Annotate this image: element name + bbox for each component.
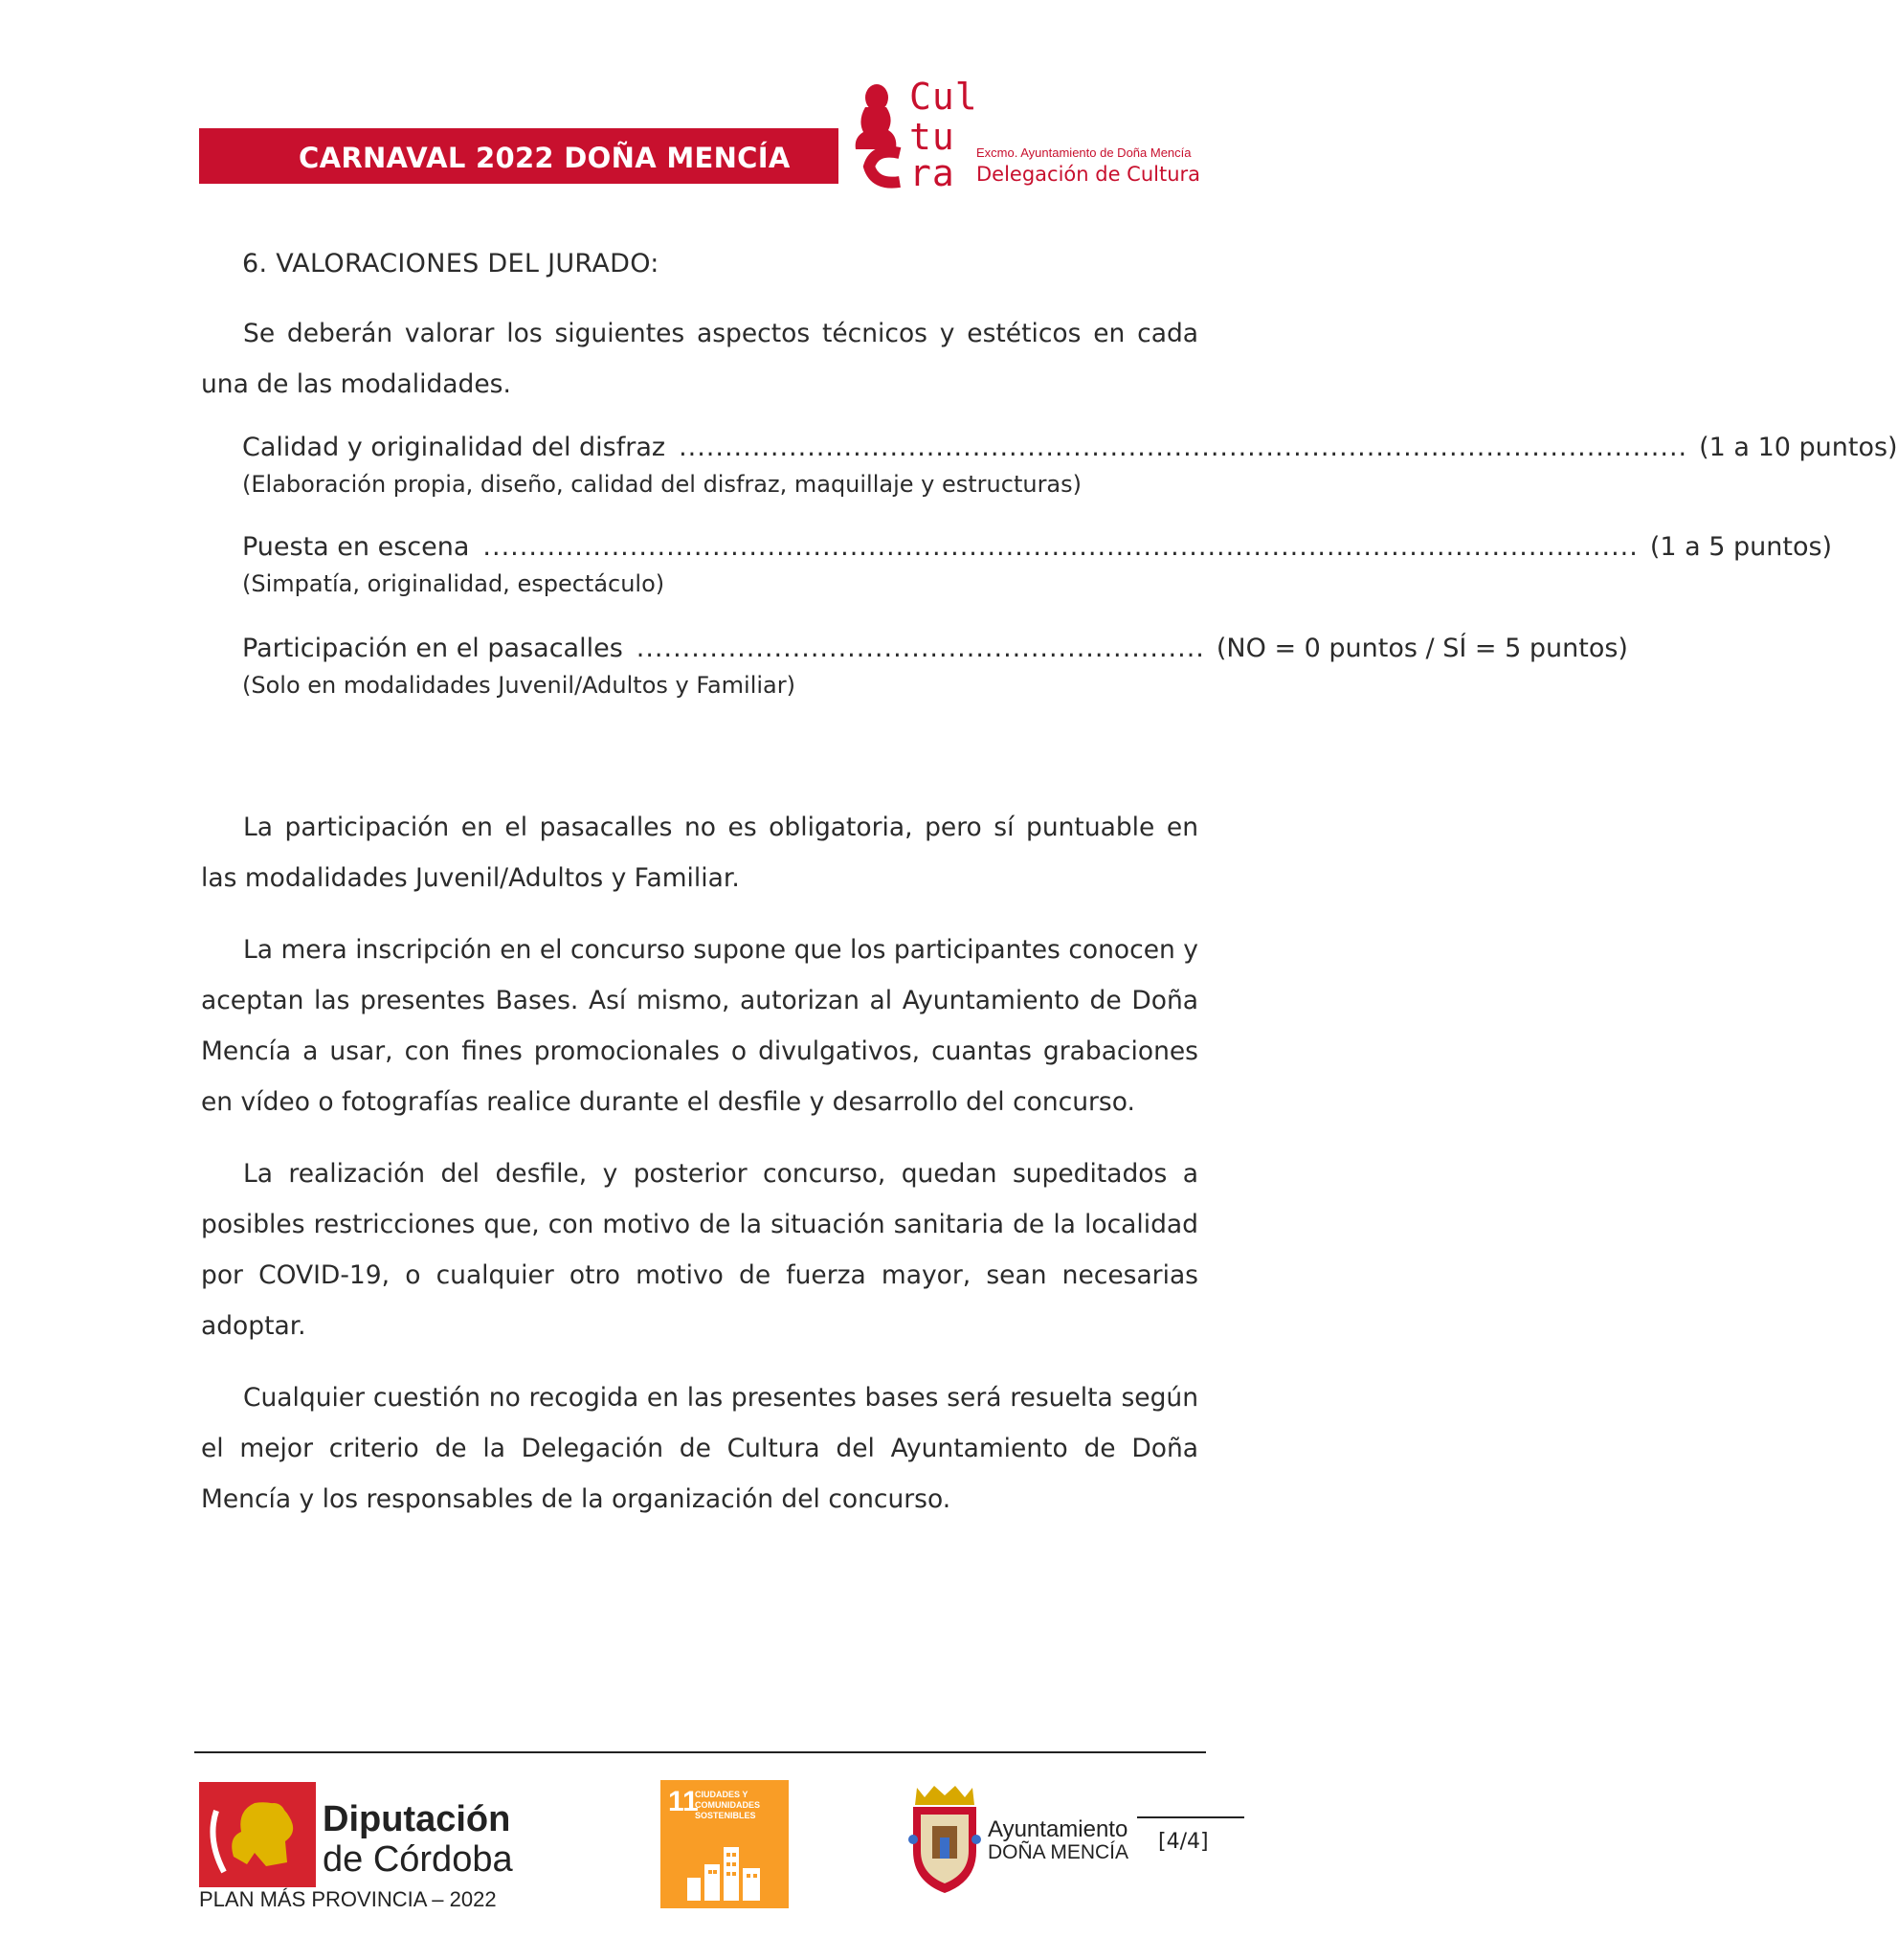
plan-label: PLAN MÁS PROVINCIA – 2022	[199, 1887, 497, 1911]
criterion-note: (Solo en modalidades Juvenil/Adultos y Familiar)	[242, 672, 795, 699]
footer-divider	[194, 1751, 1206, 1753]
leader-dots: ..............................................................	[636, 634, 1205, 663]
criterion-staging	[242, 532, 1833, 597]
diputacion-logo	[199, 1782, 316, 1887]
leader-dots: ..............................................................................................................................	[482, 532, 1639, 562]
page-number-rule	[1137, 1816, 1244, 1818]
leader-dots: ..............................................................................................................	[679, 433, 1688, 462]
logo-word-line2: tu	[909, 116, 955, 158]
criterion-parade	[242, 634, 1628, 699]
page-number: [4/4]	[1158, 1830, 1209, 1854]
header-title: CARNAVAL 2022 DOÑA MENCÍA	[299, 142, 791, 174]
criterion-score: (1 a 5 puntos)	[1649, 532, 1833, 562]
criterion-costume	[242, 433, 1898, 498]
paragraph-parade: La participación en el pasacalles no es obligatoria, pero sí puntuable en las modalidades Juvenil/Adultos y Familiar.	[201, 813, 1198, 893]
ayuntamiento-name	[988, 1818, 1128, 1864]
logo-subtitle-large: Delegación de Cultura	[976, 163, 1201, 186]
criterion-note: (Simpatía, originalidad, espectáculo)	[242, 570, 665, 597]
lion-icon	[199, 1782, 316, 1887]
coat-of-arms-icon	[904, 1782, 986, 1897]
ayuntamiento-line2: DOÑA MENCÍA	[988, 1841, 1129, 1863]
criterion-name: Participación en el pasacalles	[242, 634, 623, 663]
sdg-number: 11	[668, 1786, 699, 1817]
ayuntamiento-line1: Ayuntamiento	[988, 1816, 1128, 1842]
section-title: 6. VALORACIONES DEL JURADO:	[242, 249, 659, 278]
logo-subtitle-small: Excmo. Ayuntamiento de Doña Mencía	[976, 145, 1192, 160]
diputacion-title: Diputación	[323, 1799, 511, 1839]
criterion-name: Calidad y originalidad del disfraz	[242, 433, 666, 462]
paragraph-inscription: La mera inscripción en el concurso supone que los participantes conocen y aceptan las presentes Bases. Así mismo, autorizan al Ayuntamiento de Doña Mencía a usar, con fines promocionales o divulgativos, cuantas grabaciones en vídeo o fotografías realice durante el desfile y desarrollo del concurso.	[201, 935, 1198, 1117]
city-icon	[681, 1839, 768, 1901]
criterion-name: Puesta en escena	[242, 532, 470, 562]
sdg-text: CIUDADES Y COMUNIDADES SOSTENIBLES	[695, 1790, 761, 1820]
cultura-figure-icon	[840, 78, 907, 186]
paragraph-other-issues: Cualquier cuestión no recogida en las presentes bases será resuelta según el mejor criterio de la Delegación de Cultura del Ayuntamiento de Doña Mencía y los responsables de la organización del concurso.	[201, 1383, 1198, 1514]
criterion-score: (NO = 0 puntos / SÍ = 5 puntos)	[1216, 634, 1628, 663]
intro-paragraph: Se deberán valorar los siguientes aspectos técnicos y estéticos en cada una de las modalidades.	[201, 319, 1198, 399]
header-banner	[199, 128, 838, 184]
criterion-score: (1 a 10 puntos)	[1699, 433, 1898, 462]
logo-word-line1: Cul	[909, 76, 978, 118]
logo-word-line3: ra	[909, 152, 955, 194]
paragraph-restrictions: La realización del desfile, y posterior concurso, quedan supeditados a posibles restricciones que, con motivo de la situación sanitaria de la localidad por COVID-19, o cualquier otro motivo de fuerza mayor, sean necesarias adoptar.	[201, 1159, 1198, 1341]
diputacion-subtitle: de Córdoba	[323, 1839, 513, 1880]
criterion-note: (Elaboración propia, diseño, calidad del disfraz, maquillaje y estructuras)	[242, 471, 1083, 498]
sdg-11-badge	[660, 1780, 789, 1908]
